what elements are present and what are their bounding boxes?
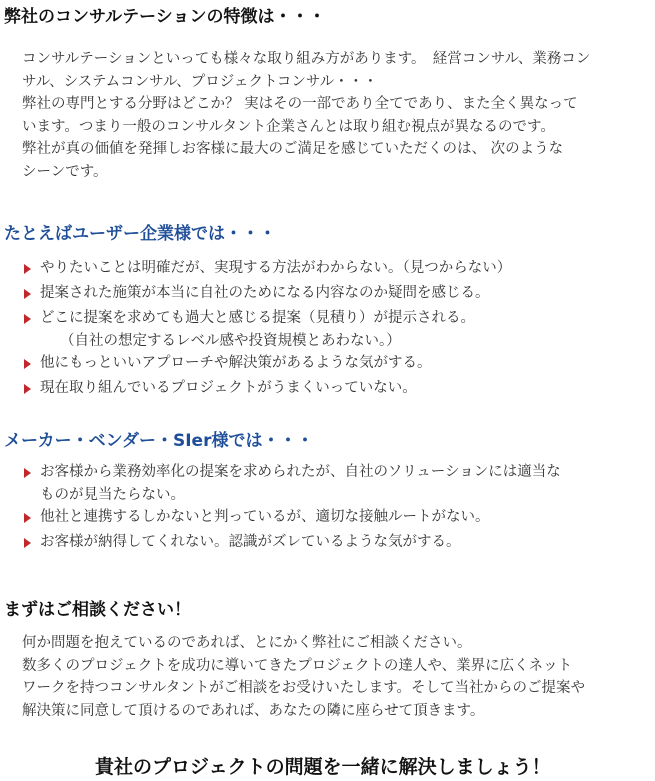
list-item <box>22 460 652 505</box>
list-item <box>22 376 652 401</box>
triangle-bullet-icon <box>24 314 31 324</box>
features-line: サル、システムコンサル、プロジェクトコンサル・・・ <box>22 73 378 90</box>
features-line: 弊社が真の価値を発揮しお客様に最大のご満足を感じていただくのは、 次のような <box>22 141 564 157</box>
closing-message: 貴社のプロジェクトの問題を一緒に解決しましょう！ <box>95 756 551 778</box>
triangle-bullet-icon <box>24 513 31 523</box>
consult-paragraph <box>22 632 652 722</box>
user-section-heading: たとえばユーザー企業様では・・・ <box>4 224 276 244</box>
consult-line: 何か問題を抱えているのであれば、とにかく弊社にご相談ください。 <box>22 635 472 651</box>
list-item-text: お客様が納得してくれない。認識がズレているような気がする。 <box>40 534 461 550</box>
consult-line: 解決策に同意して頂けるのであれば、あなたの隣に座らせて頂きます。 <box>22 702 485 719</box>
list-item-text: 提案された施策が本当に自社のためになる内容なのか疑問を感じる。 <box>40 285 490 301</box>
list-item-text: 他にもっといいアプローチや解決策があるような気がする。 <box>40 355 432 371</box>
triangle-bullet-icon <box>24 359 31 369</box>
consult-heading: まずはご相談ください！ <box>4 600 191 620</box>
list-item-text: 他社と連携するしかないと判っているが、適切な接触ルートがない。 <box>40 509 490 525</box>
list-item <box>22 530 652 555</box>
triangle-bullet-icon <box>24 538 31 548</box>
features-line: います。つまり一般のコンサルタント企業さんとは取り組む視点が異なるのです。 <box>22 118 555 135</box>
list-item <box>22 351 652 376</box>
features-heading: 弊社のコンサルテーションの特徴は・・・ <box>4 7 326 27</box>
consult-line: 数多くのプロジェクトを成功に導いてきたプロジェクトの達人や、業界に広くネット <box>22 657 573 674</box>
list-item <box>22 256 652 281</box>
list-item-text: やりたいことは明確だが、実現する方法がわからない。（見つからない） <box>40 260 512 276</box>
list-item-text: どこに提案を求めても過大と感じる提案（見積り）が提示される。 <box>40 310 475 326</box>
consult-line: ワークを持つコンサルタントがご相談をお受けいたします。そして当社からのご提案や <box>22 680 586 696</box>
features-line: シーンです。 <box>22 163 108 180</box>
vendor-section-heading: メーカー・ベンダー・SIer様では・・・ <box>4 431 314 451</box>
list-item <box>22 306 652 351</box>
triangle-bullet-icon <box>24 289 31 299</box>
features-line: コンサルテーションといっても様々な取り組み方があります。 経営コンサル、業務コン <box>22 51 591 67</box>
features-line: 弊社の専門とする分野はどこか？ 実はその一部であり全てであり、また全く異なって <box>22 96 578 112</box>
vendor-section-list <box>22 460 652 555</box>
list-item-text: お客様から業務効率化の提案を求められたが、自社のソリューションには適当な <box>40 464 561 480</box>
triangle-bullet-icon <box>24 384 31 394</box>
list-item-continuation: ものが見当たらない。 <box>40 487 185 503</box>
features-paragraph <box>22 48 652 183</box>
triangle-bullet-icon <box>24 468 31 478</box>
list-item <box>22 505 652 530</box>
list-item <box>22 281 652 306</box>
list-item-text: 現在取り組んでいるプロジェクトがうまくいっていない。 <box>40 380 417 396</box>
triangle-bullet-icon <box>24 264 31 274</box>
user-section-list <box>22 256 652 401</box>
list-item-continuation: （自社の想定するレベル感や投資規模とあわない。） <box>60 333 401 349</box>
